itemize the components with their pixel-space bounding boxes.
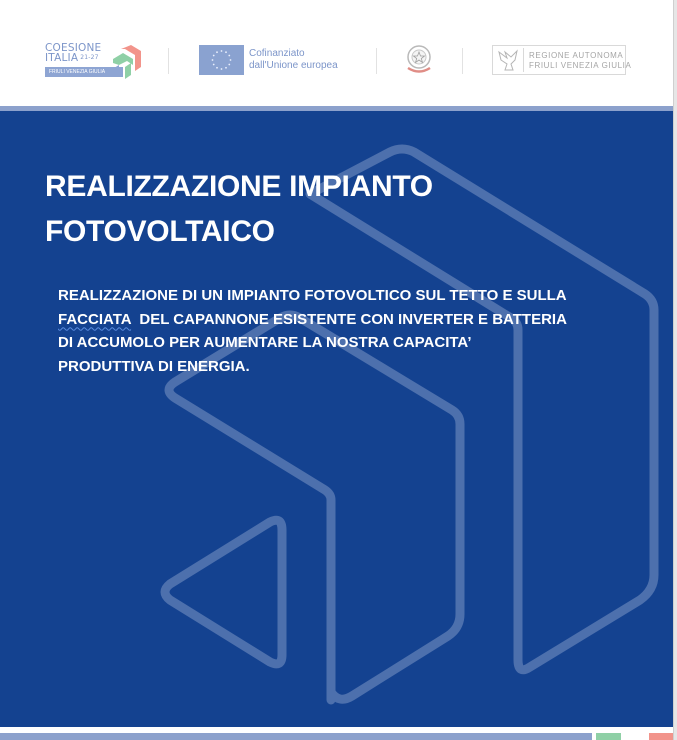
regione-fvg-logo bbox=[492, 45, 632, 75]
coesione-years: 21-27 bbox=[80, 54, 99, 61]
coesione-line1: COESIONE bbox=[45, 42, 102, 54]
footer-stripe-blue bbox=[0, 733, 592, 740]
footer-stripe-red bbox=[649, 733, 673, 740]
eagle-icon bbox=[495, 48, 524, 72]
spellcheck-word: FACCIATA bbox=[58, 310, 132, 328]
description-line: DI ACCUMOLO PER AUMENTARE LA NOSTRA CAPACITA’ bbox=[58, 334, 472, 351]
cube-arrow-icon bbox=[105, 45, 143, 79]
fvg-text: REGIONE AUTONOMA FRIULI VENEZIA GIULIA bbox=[529, 51, 632, 70]
logo-divider bbox=[462, 48, 463, 74]
logo-header bbox=[0, 0, 673, 105]
italian-republic-emblem-icon bbox=[405, 44, 433, 81]
hero-banner bbox=[0, 111, 673, 727]
description-line: PRODUTTIVA DI ENERGIA. bbox=[58, 357, 250, 375]
page-title: REALIZZAZIONE IMPIANTO FOTOVOLTAICO bbox=[45, 170, 433, 248]
logo-divider bbox=[376, 48, 377, 74]
eu-text: Cofinanziato dall'Unione europea bbox=[249, 48, 338, 71]
coesione-line2: ITALIA 21-27 bbox=[45, 52, 99, 64]
footer-stripe-green bbox=[596, 733, 621, 740]
logo-divider bbox=[168, 48, 169, 74]
project-description bbox=[58, 284, 648, 378]
coesione-band: FRIULI VENEZIA GIULIA bbox=[45, 67, 123, 77]
eu-flag-icon bbox=[199, 45, 244, 75]
page-edge-scrollbar[interactable] bbox=[673, 0, 677, 740]
description-line: FACCIATA DEL CAPANNONE ESISTENTE CON INVERTER E BATTERIA bbox=[58, 310, 567, 328]
description-line: REALIZZAZIONE DI UN IMPIANTO FOTOVOLTICO SUL TETTO E SULLA bbox=[58, 287, 567, 304]
coesione-italia-logo bbox=[45, 43, 145, 79]
